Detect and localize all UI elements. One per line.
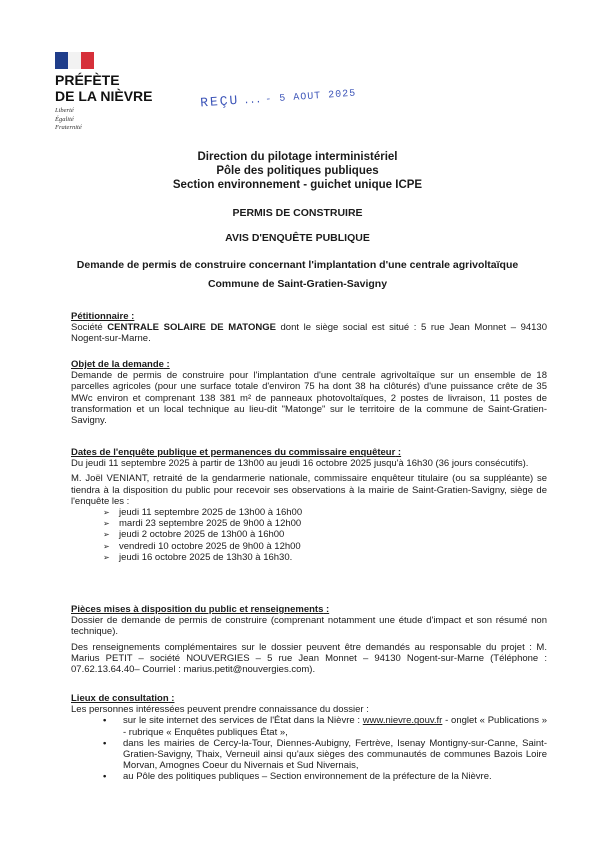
direction-block	[0, 150, 595, 192]
permanences-list	[103, 507, 547, 563]
list-item: • dans les mairies de Cercy-la-Tour, Diennes-Aubigny, Fertrève, Isenay Montigny-sur-Canne, Saint-Gratien-Savigny, Thaix, Verneuil ainsi qu'aux sièges des communautés de communes Bazois Loire Morvan, Amognes Coeur du Nivernais et Sud Nivernais,	[103, 737, 547, 772]
section-dates	[71, 447, 547, 563]
list-item: ➢ vendredi 10 octobre 2025 de 9h00 à 12h00	[103, 540, 301, 552]
list-item: • sur le site internet des services de l'État dans la Nièvre : www.nievre.gouv.fr - onglet « Publications » - rubrique « Enquêtes publiques État »,	[103, 715, 547, 738]
bullet-icon: •	[103, 715, 107, 727]
stamp-date: - 5 AOUT 2025	[265, 88, 357, 106]
motto-egalite: Égalité	[55, 115, 74, 123]
prefecture-name	[55, 72, 153, 104]
arrow-icon: ➢	[103, 508, 110, 518]
arrow-icon: ➢	[103, 519, 110, 529]
company-name: CENTRALE SOLAIRE DE MATONGE	[107, 322, 276, 334]
section-lieux	[71, 693, 547, 783]
dates-period: Du jeudi 11 septembre 2025 à partir de 13h00 au jeudi 16 octobre 2025 jusqu'à 16h30 (36 jours consécutifs).	[71, 458, 529, 470]
list-item: ➢ jeudi 2 octobre 2025 de 13h00 à 16h00	[103, 529, 285, 541]
bullet-icon: •	[103, 771, 107, 783]
petitionnaire-heading: Pétitionnaire :	[71, 311, 135, 322]
arrow-icon: ➢	[103, 541, 110, 551]
petitionnaire-text: Société CENTRALE SOLAIRE DE MATONGE dont le siège social est situé : 5 rue Jean Monnet – 94130 Nogent-sur-Marne.	[71, 322, 547, 345]
lieux-heading: Lieux de consultation :	[71, 693, 175, 704]
list-item: • au Pôle des politiques publiques – Section environnement de la préfecture de la Nièvre.	[103, 771, 492, 783]
section-petitionnaire	[71, 311, 547, 345]
section-objet	[71, 359, 547, 426]
lieux-intro: Les personnes intéressées peuvent prendre connaissance du dossier :	[71, 704, 369, 716]
list-item: ➢ jeudi 16 octobre 2025 de 13h30 à 16h30.	[103, 551, 293, 563]
title-demande: Demande de permis de construire concernant l'implantation d'une centrale agrivoltaïque	[76, 259, 519, 271]
republic-motto	[55, 107, 82, 133]
dates-heading: Dates de l'enquête publique et permanences du commissaire enquêteur :	[71, 447, 402, 458]
list-item: ➢ mardi 23 septembre 2025 de 9h00 à 12h00	[103, 518, 302, 530]
lieux-list	[103, 715, 547, 782]
objet-heading: Objet de la demande :	[71, 359, 170, 370]
title-permis: PERMIS DE CONSTRUIRE	[232, 207, 363, 219]
dates-commissaire: M. Joël VENIANT, retraité de la gendarmerie nationale, commissaire enquêteur titulaire (ou sa suppléante) se tiendra à la disposition du public pour recevoir ses observations à la mairie de Saint-Gratien-Savigny, siège de l'enquête les :	[71, 473, 547, 507]
pieces-text1: Dossier de demande de permis de construire (comprenant notamment une étude d'impact et son résumé non technique).	[71, 615, 547, 638]
pieces-heading: Pièces mises à disposition du public et renseignements :	[71, 604, 330, 615]
motto-fraternite: Fraternité	[55, 124, 82, 131]
arrow-icon: ➢	[103, 552, 110, 562]
pieces-text2: Des renseignements complémentaires sur le dossier peuvent être demandés au responsable du projet : M. Marius PETIT – société NOUVERGIES – 5 rue Jean Monnet – 94130 Nogent-sur-Marne (Téléphone : 07.62.13.64.40– Courriel : marius.petit@nouvergies.com).	[71, 641, 547, 676]
objet-text: Demande de permis de construire pour l'implantation d'une centrale agrivoltaïque sur un ensemble de 18 parcelles agricoles (pour une surface totale d'environ 75 ha dont 38 ha clôturés) d'une puissance crête de 35 MWc environ et comprenant 138 381 m² de panneaux photovoltaïques, 2 postes de livraison, 11 postes de transformation et un local technique au lieu-dit "Matonge" sur le territoire de la commune de Saint-Gratien-Savigny.	[71, 370, 547, 427]
bullet-icon: •	[103, 737, 107, 749]
direction-line2: Pôle des politiques publiques	[216, 165, 379, 177]
title-avis: AVIS D'ENQUÊTE PUBLIQUE	[225, 232, 370, 244]
website-link[interactable]: www.nievre.gouv.fr	[362, 715, 443, 727]
title-commune: Commune de Saint-Gratien-Savigny	[207, 278, 388, 290]
stamp-dots: ...	[243, 95, 262, 108]
section-pieces	[71, 604, 547, 675]
list-item: ➢ jeudi 11 septembre 2025 de 13h00 à 16h00	[103, 507, 303, 519]
prefecture-name-line1: PRÉFÈTE	[55, 72, 120, 88]
marianne-flag-logo	[55, 52, 94, 69]
arrow-icon: ➢	[103, 530, 110, 540]
motto-liberte: Liberté	[55, 107, 74, 114]
received-stamp	[200, 83, 357, 112]
prefecture-name-line2: DE LA NIÈVRE	[55, 88, 153, 104]
direction-line1: Direction du pilotage interministériel	[197, 151, 398, 163]
stamp-received-label: REÇU	[199, 92, 240, 111]
direction-line3: Section environnement - guichet unique ICPE	[172, 179, 423, 191]
